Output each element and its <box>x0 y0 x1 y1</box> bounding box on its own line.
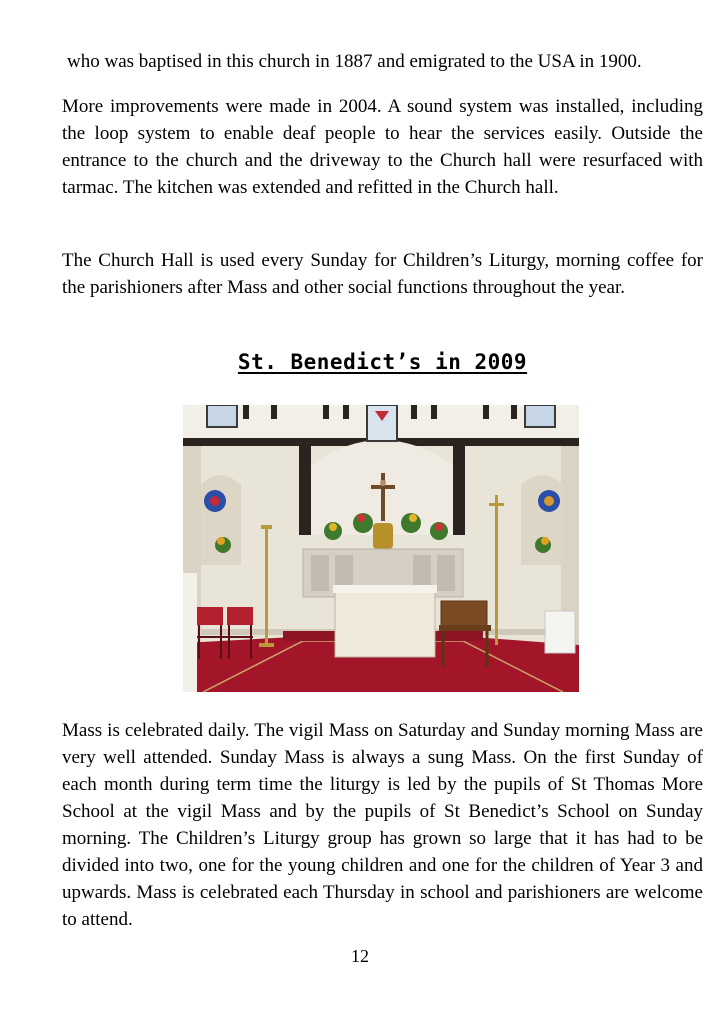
paragraph-improvements-2004: More improvements were made in 2004. A sound system was installed, including the loop system to enable deaf people to hear the services easily. Outside the entrance to the church and the driveway to the Church hall were resurfaced with tarmac. The kitchen was extended and refitted in the Church hall. <box>62 96 703 198</box>
paragraph-church-hall: The Church Hall is used every Sunday for Children’s Liturgy, morning coffee for the parishioners after Mass and other social functions throughout the year. <box>62 250 703 298</box>
paragraph-continuation: who was baptised in this church in 1887 and emigrated to the USA in 1900. <box>67 51 642 72</box>
section-heading: St. Benedict’s in 2009 <box>237 350 528 374</box>
paragraph-mass-schedule: Mass is celebrated daily. The vigil Mass on Saturday and Sunday morning Mass are very well attended. Sunday Mass is always a sung Mass. On the first Sunday of each month during term time the liturgy is led by the pupils of St Thomas More School at the vigil Mass and by the pupils of St Benedict’s School on Sunday morning. The Children’s Liturgy group has grown so large that it has had to be divided into two, one for the young children and one for the children of Year 3 and upwards. Mass is celebrated each Thursday in school and parishioners are welcome to attend. <box>62 720 703 930</box>
church-interior-photo <box>183 405 579 692</box>
page-number: 12 <box>351 946 369 966</box>
